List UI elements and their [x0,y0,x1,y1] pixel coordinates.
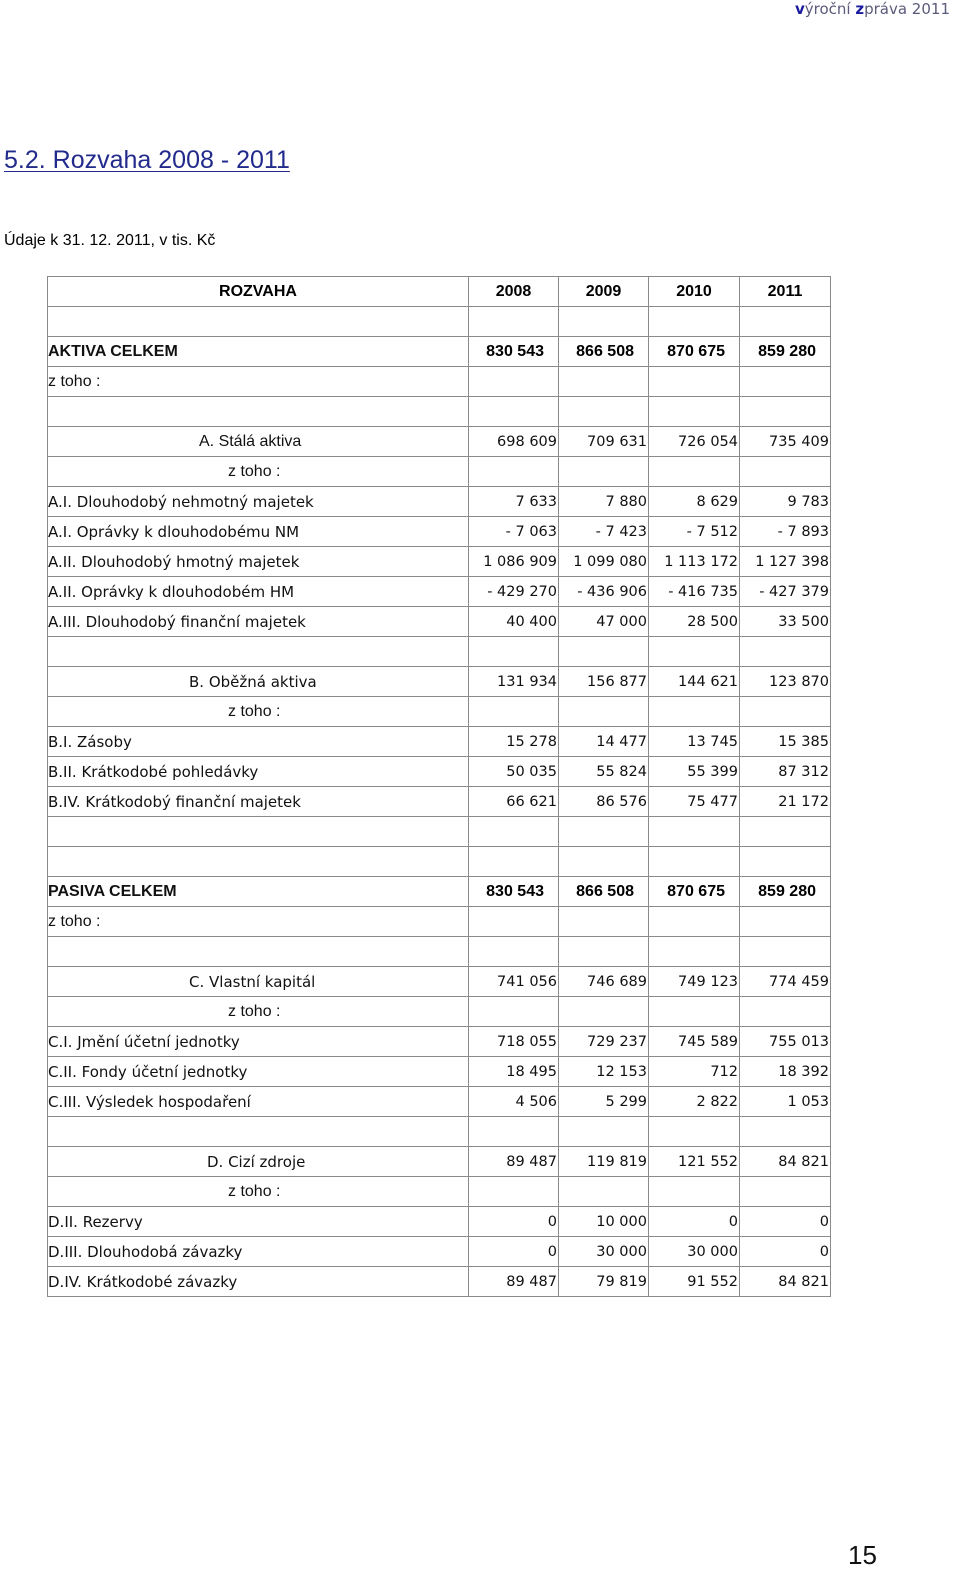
section-title: 5.2. Rozvaha 2008 - 2011 [4,146,290,174]
value-cell [740,367,831,397]
row-label: z toho : [48,907,469,937]
value-cell: 30 000 [559,1237,649,1267]
table-header-row [48,277,831,307]
table-row [48,997,831,1027]
value-cell: 712 [649,1057,740,1087]
value-cell [649,1177,740,1207]
value-cell [649,457,740,487]
value-cell [469,937,559,967]
row-label: C.III. Výsledek hospodaření [48,1087,469,1117]
row-label [48,1117,469,1147]
row-label: C.I. Jmění účetní jednotky [48,1027,469,1057]
table-row [48,727,831,757]
value-cell [740,397,831,427]
row-label: z toho : [48,1177,469,1207]
value-cell: 5 299 [559,1087,649,1117]
value-cell [559,397,649,427]
value-cell: 15 278 [469,727,559,757]
table-row [48,1117,831,1147]
value-cell: 89 487 [469,1147,559,1177]
value-cell: 55 824 [559,757,649,787]
value-cell [559,307,649,337]
value-cell: 14 477 [559,727,649,757]
value-cell: 7 633 [469,487,559,517]
table-row [48,427,831,457]
value-cell: 121 552 [649,1147,740,1177]
value-cell: 75 477 [649,787,740,817]
value-cell [469,307,559,337]
row-label: z toho : [48,697,469,727]
value-cell [559,697,649,727]
value-cell: 735 409 [740,427,831,457]
value-cell: - 436 906 [559,577,649,607]
value-cell [469,817,559,847]
table-row [48,1177,831,1207]
header-initial-v: v [794,0,805,18]
balance-sheet-body [48,277,831,1297]
value-cell: 156 877 [559,667,649,697]
value-cell: 86 576 [559,787,649,817]
row-label: C.II. Fondy účetní jednotky [48,1057,469,1087]
table-row [48,1027,831,1057]
value-cell: 123 870 [740,667,831,697]
header-initial-z: z [855,0,865,18]
row-label: z toho : [48,997,469,1027]
value-cell [469,637,559,667]
value-cell: 774 459 [740,967,831,997]
value-cell: 746 689 [559,967,649,997]
value-cell [559,847,649,877]
value-cell [469,997,559,1027]
value-cell [559,367,649,397]
header-cell-2011: 2011 [740,277,831,307]
row-label: D.III. Dlouhodobá závazky [48,1237,469,1267]
header-word-2: práva 2011 [864,0,950,18]
value-cell [649,637,740,667]
value-cell [740,1117,831,1147]
value-cell [469,847,559,877]
value-cell [559,997,649,1027]
value-cell: 745 589 [649,1027,740,1057]
table-row [48,1147,831,1177]
table-row [48,937,831,967]
value-cell [469,457,559,487]
value-cell: 866 508 [559,877,649,907]
report-header [795,0,950,18]
row-label: A.I. Oprávky k dlouhodobému NM [48,517,469,547]
value-cell: - 7 063 [469,517,559,547]
value-cell: 119 819 [559,1147,649,1177]
row-label: D.IV. Krátkodobé závazky [48,1267,469,1297]
value-cell: - 7 423 [559,517,649,547]
value-cell: 729 237 [559,1027,649,1057]
row-label: C. Vlastní kapitál [48,967,469,997]
value-cell [559,1177,649,1207]
table-subtitle: Údaje k 31. 12. 2011, v tis. Kč [4,232,216,249]
table-row [48,637,831,667]
value-cell [559,457,649,487]
value-cell: 866 508 [559,337,649,367]
value-cell: 131 934 [469,667,559,697]
row-label [48,307,469,337]
value-cell [469,367,559,397]
value-cell: 8 629 [649,487,740,517]
value-cell: 0 [469,1207,559,1237]
value-cell [649,937,740,967]
table-row [48,817,831,847]
table-row [48,1057,831,1087]
page-number: 15 [848,1540,877,1570]
header-cell-rozvaha: ROZVAHA [48,277,469,307]
value-cell: 2 822 [649,1087,740,1117]
value-cell [649,997,740,1027]
value-cell [649,307,740,337]
value-cell [740,637,831,667]
value-cell: 718 055 [469,1027,559,1057]
value-cell: 698 609 [469,427,559,457]
value-cell: 9 783 [740,487,831,517]
value-cell [469,907,559,937]
header-cell-2010: 2010 [649,277,740,307]
table-row [48,697,831,727]
value-cell: 33 500 [740,607,831,637]
value-cell: 726 054 [649,427,740,457]
value-cell [469,697,559,727]
value-cell: 79 819 [559,1267,649,1297]
value-cell: 870 675 [649,877,740,907]
value-cell: 0 [649,1207,740,1237]
value-cell [740,907,831,937]
table-row [48,307,831,337]
value-cell: - 416 735 [649,577,740,607]
value-cell: 4 506 [469,1087,559,1117]
value-cell: - 7 893 [740,517,831,547]
value-cell: 84 821 [740,1267,831,1297]
row-label: A.I. Dlouhodobý nehmotný majetek [48,487,469,517]
table-row [48,967,831,997]
row-label: B.I. Zásoby [48,727,469,757]
table-row [48,667,831,697]
table-row [48,787,831,817]
value-cell: 55 399 [649,757,740,787]
value-cell: 91 552 [649,1267,740,1297]
value-cell: 755 013 [740,1027,831,1057]
value-cell: - 7 512 [649,517,740,547]
value-cell [740,847,831,877]
value-cell [559,637,649,667]
row-label: B. Oběžná aktiva [48,667,469,697]
value-cell: 84 821 [740,1147,831,1177]
value-cell: 859 280 [740,877,831,907]
table-row [48,607,831,637]
table-row [48,397,831,427]
value-cell: 1 127 398 [740,547,831,577]
value-cell [469,1177,559,1207]
header-cell-2008: 2008 [469,277,559,307]
value-cell: 870 675 [649,337,740,367]
value-cell: - 427 379 [740,577,831,607]
value-cell [649,847,740,877]
row-label [48,397,469,427]
table-row [48,517,831,547]
table-row [48,547,831,577]
table-row [48,1207,831,1237]
balance-sheet-table [47,276,831,1297]
header-cell-2009: 2009 [559,277,649,307]
value-cell: 144 621 [649,667,740,697]
value-cell: 1 053 [740,1087,831,1117]
value-cell: 0 [740,1207,831,1237]
value-cell [740,697,831,727]
value-cell [559,907,649,937]
row-label: D.II. Rezervy [48,1207,469,1237]
table-row [48,337,831,367]
value-cell [740,937,831,967]
value-cell [740,1177,831,1207]
value-cell [559,817,649,847]
value-cell: 40 400 [469,607,559,637]
table-row [48,1087,831,1117]
row-label: PASIVA CELKEM [48,877,469,907]
value-cell [740,457,831,487]
value-cell: 0 [740,1237,831,1267]
row-label: AKTIVA CELKEM [48,337,469,367]
row-label [48,637,469,667]
value-cell: 18 495 [469,1057,559,1087]
value-cell: 13 745 [649,727,740,757]
row-label: z toho : [48,367,469,397]
table-row [48,1237,831,1267]
value-cell: 66 621 [469,787,559,817]
table-row [48,577,831,607]
table-row [48,367,831,397]
value-cell: 50 035 [469,757,559,787]
value-cell: 749 123 [649,967,740,997]
row-label: A.III. Dlouhodobý finanční majetek [48,607,469,637]
value-cell [559,1117,649,1147]
value-cell [469,1117,559,1147]
value-cell: 830 543 [469,877,559,907]
value-cell [469,397,559,427]
row-label: A.II. Dlouhodobý hmotný majetek [48,547,469,577]
value-cell: - 429 270 [469,577,559,607]
value-cell: 1 113 172 [649,547,740,577]
row-label [48,847,469,877]
value-cell: 15 385 [740,727,831,757]
value-cell: 709 631 [559,427,649,457]
value-cell [740,817,831,847]
table-row [48,1267,831,1297]
value-cell [649,817,740,847]
table-row [48,907,831,937]
value-cell [740,307,831,337]
value-cell: 7 880 [559,487,649,517]
value-cell: 89 487 [469,1267,559,1297]
value-cell: 10 000 [559,1207,649,1237]
value-cell [649,367,740,397]
table-row [48,457,831,487]
row-label [48,937,469,967]
value-cell [740,997,831,1027]
value-cell: 12 153 [559,1057,649,1087]
row-label [48,817,469,847]
table-row [48,487,831,517]
value-cell: 859 280 [740,337,831,367]
value-cell: 30 000 [649,1237,740,1267]
value-cell: 47 000 [559,607,649,637]
value-cell: 1 099 080 [559,547,649,577]
value-cell: 87 312 [740,757,831,787]
table-row [48,847,831,877]
value-cell: 741 056 [469,967,559,997]
value-cell [649,907,740,937]
header-word-1: ýroční [804,0,856,18]
value-cell [559,937,649,967]
table-row [48,877,831,907]
row-label: D. Cizí zdroje [48,1147,469,1177]
value-cell: 21 172 [740,787,831,817]
value-cell: 18 392 [740,1057,831,1087]
value-cell [649,697,740,727]
row-label: z toho : [48,457,469,487]
value-cell: 28 500 [649,607,740,637]
value-cell [649,397,740,427]
row-label: A.II. Oprávky k dlouhodobém HM [48,577,469,607]
value-cell: 830 543 [469,337,559,367]
table-row [48,757,831,787]
row-label: A. Stálá aktiva [48,427,469,457]
row-label: B.IV. Krátkodobý finanční majetek [48,787,469,817]
value-cell: 1 086 909 [469,547,559,577]
value-cell: 0 [469,1237,559,1267]
row-label: B.II. Krátkodobé pohledávky [48,757,469,787]
value-cell [649,1117,740,1147]
